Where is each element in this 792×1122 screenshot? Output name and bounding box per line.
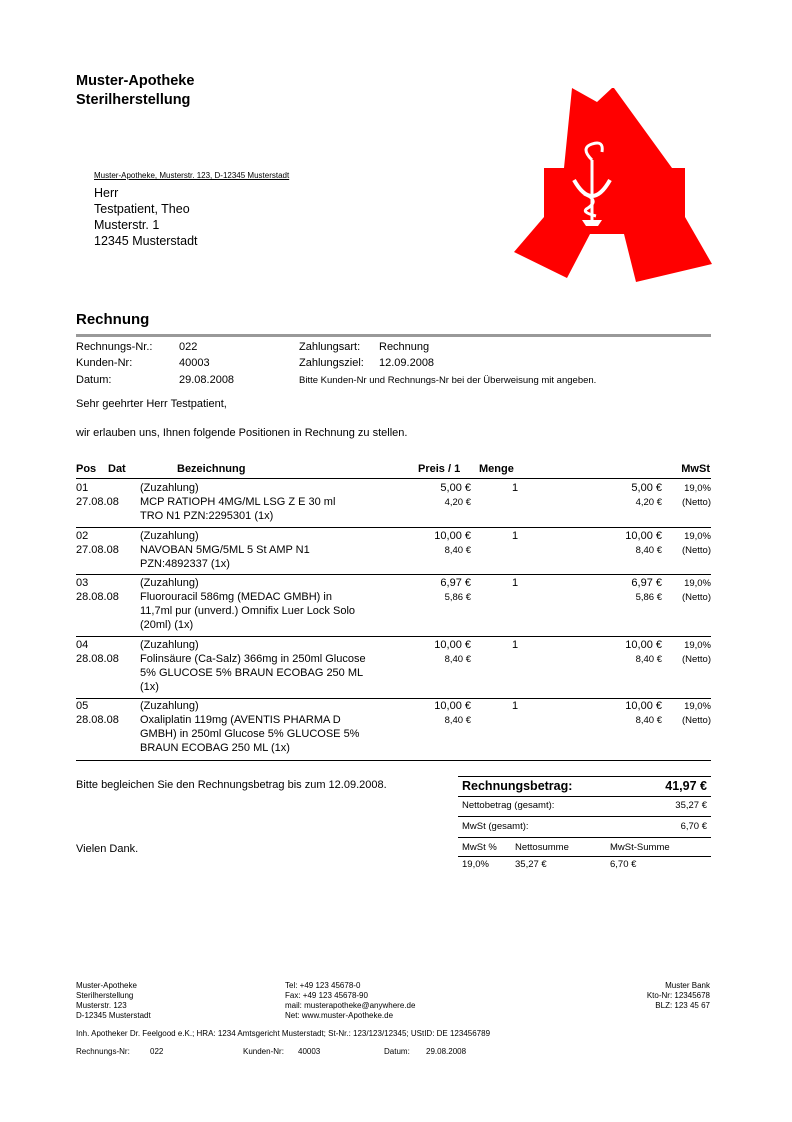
row-divider <box>76 698 711 699</box>
item-pos: 02 <box>76 530 89 542</box>
vat-total-label: MwSt (gesamt): <box>462 821 529 832</box>
item-price: 10,00 € <box>434 639 471 651</box>
recipient-address <box>94 185 198 249</box>
item-total-net: 8,40 € <box>635 715 662 726</box>
datum-value: 29.08.2008 <box>179 374 235 386</box>
item-vat: 19,0% <box>684 640 711 651</box>
vat-table-header: MwSt-Summe <box>610 842 670 853</box>
item-date: 28.08.08 <box>76 714 119 726</box>
item-desc-line: (Zuzahlung) <box>140 530 199 542</box>
item-desc-line: 11,7ml pur (unverd.) Omnifix Luer Lock Solo <box>140 605 355 617</box>
footer-company <box>76 981 151 1021</box>
footer-line: Musterstr. 123 <box>76 1001 127 1010</box>
company-line-1: Muster-Apotheke <box>76 73 195 89</box>
footer-contact <box>285 981 415 1021</box>
total-label: Rechnungsbetrag: <box>462 779 573 793</box>
footer-line: Muster Bank <box>665 981 710 990</box>
item-price-net: 8,40 € <box>444 654 471 665</box>
zahlungsziel-label: Zahlungsziel: <box>299 357 364 369</box>
item-qty: 1 <box>512 700 519 712</box>
item-qty: 1 <box>512 639 519 651</box>
footer-line: Sterilherstellung <box>76 991 134 1000</box>
vat-table-header: Nettosumme <box>515 842 569 853</box>
col-header-dat: Dat <box>108 463 126 475</box>
item-desc-line: Fluorouracil 586mg (MEDAC GMBH) in <box>140 591 332 603</box>
summary-top-line <box>458 776 711 777</box>
item-price: 10,00 € <box>434 700 471 712</box>
item-vat: 19,0% <box>684 578 711 589</box>
page-title: Rechnung <box>76 311 150 328</box>
item-date: 28.08.08 <box>76 591 119 603</box>
item-desc-line: NAVOBAN 5MG/5ML 5 St AMP N1 <box>140 544 310 556</box>
company-line-2: Sterilherstellung <box>76 92 191 108</box>
item-vat-note: (Netto) <box>681 545 711 556</box>
item-qty: 1 <box>512 530 519 542</box>
item-desc-line: TRO N1 PZN:2295301 (1x) <box>140 510 274 522</box>
item-desc-line: (Zuzahlung) <box>140 577 199 589</box>
item-total: 5,00 € <box>631 482 662 494</box>
item-desc-line: (Zuzahlung) <box>140 482 199 494</box>
summary-line <box>458 856 711 857</box>
item-total-net: 8,40 € <box>635 654 662 665</box>
greeting: Sehr geehrter Herr Testpatient, <box>76 398 227 410</box>
vat-table-cell: 6,70 € <box>610 859 637 870</box>
col-header-menge: Menge <box>479 463 514 475</box>
recipient-line: 12345 Musterstadt <box>94 234 198 248</box>
footer-bank <box>560 981 710 1011</box>
footer-line: mail: musterapotheke@anywhere.de <box>285 1001 416 1010</box>
footer-ref-kn-label: Kunden-Nr: <box>243 1047 284 1056</box>
item-vat-note: (Netto) <box>681 592 711 603</box>
item-price-net: 5,86 € <box>444 592 471 603</box>
net-label: Nettobetrag (gesamt): <box>462 800 555 811</box>
item-pos: 01 <box>76 482 89 494</box>
item-price-net: 8,40 € <box>444 545 471 556</box>
vat-table-header: MwSt % <box>462 842 497 853</box>
col-header-preis: Preis / 1 <box>418 463 461 475</box>
table-bottom-divider <box>76 760 711 761</box>
net-value: 35,27 € <box>675 800 707 811</box>
total-value: 41,97 € <box>665 779 707 793</box>
item-vat: 19,0% <box>684 701 711 712</box>
footer-line: Net: www.muster-Apotheke.de <box>285 1011 394 1020</box>
item-total-net: 8,40 € <box>635 545 662 556</box>
footer-line: Kto-Nr: 12345678 <box>646 991 710 1000</box>
item-vat-note: (Netto) <box>681 715 711 726</box>
footer-ref-dat-label: Datum: <box>384 1047 410 1056</box>
summary-line <box>458 816 711 817</box>
recipient-line: Herr <box>94 186 119 200</box>
recipient-line: Musterstr. 1 <box>94 218 160 232</box>
footer-line: D-12345 Musterstadt <box>76 1011 151 1020</box>
item-desc-line: (Zuzahlung) <box>140 639 199 651</box>
row-divider <box>76 574 711 575</box>
apotheke-logo-icon <box>512 72 716 282</box>
footer-ref-kn: 40003 <box>298 1047 321 1056</box>
item-desc-line: GMBH) in 250ml Glucose 5% GLUCOSE 5% <box>140 728 360 740</box>
company-name <box>76 72 194 110</box>
payment-note: Bitte begleichen Sie den Rechnungsbetrag bis zum 12.09.2008. <box>76 779 387 791</box>
thanks-text: Vielen Dank. <box>76 843 139 855</box>
footer-ref-rn: 022 <box>150 1047 164 1056</box>
recipient-line: Testpatient, Theo <box>94 202 190 216</box>
transfer-hint: Bitte Kunden-Nr und Rechnungs-Nr bei der Überweisung mit angeben. <box>299 375 597 386</box>
item-qty: 1 <box>512 577 519 589</box>
zahlungsziel-value: 12.09.2008 <box>379 357 435 369</box>
item-desc-line: BRAUN ECOBAG 250 ML (1x) <box>140 742 290 754</box>
summary-line <box>458 837 711 838</box>
footer-line: Tel: +49 123 45678-0 <box>285 981 361 990</box>
footer-ref-rn-label: Rechnungs-Nr: <box>76 1047 130 1056</box>
item-date: 28.08.08 <box>76 653 119 665</box>
vat-table-cell: 19,0% <box>462 859 489 870</box>
item-desc-line: MCP RATIOPH 4MG/ML LSG Z E 30 ml <box>140 496 336 508</box>
footer-line: Fax: +49 123 45678-90 <box>285 991 368 1000</box>
item-price: 5,00 € <box>440 482 471 494</box>
item-vat-note: (Netto) <box>681 654 711 665</box>
item-date: 27.08.08 <box>76 496 119 508</box>
item-desc-line: Folinsäure (Ca-Salz) 366mg in 250ml Glucose <box>140 653 366 665</box>
item-qty: 1 <box>512 482 519 494</box>
item-total: 6,97 € <box>631 577 662 589</box>
item-date: 27.08.08 <box>76 544 119 556</box>
header-divider <box>76 478 711 479</box>
vat-total-value: 6,70 € <box>680 821 707 832</box>
footer-legal: Inh. Apotheker Dr. Feelgood e.K.; HRA: 1234 Amtsgericht Musterstadt; St-Nr.: 123/123/12345; UStID: DE 123456789 <box>76 1029 491 1038</box>
zahlungsart-label: Zahlungsart: <box>299 341 361 353</box>
item-desc-line: 5% GLUCOSE 5% BRAUN ECOBAG 250 ML <box>140 667 364 679</box>
item-total: 10,00 € <box>625 639 662 651</box>
item-price: 10,00 € <box>434 530 471 542</box>
item-desc-line: (20ml) (1x) <box>140 619 194 631</box>
datum-label: Datum: <box>76 374 112 386</box>
zahlungsart-value: Rechnung <box>379 341 430 353</box>
item-desc-line: PZN:4892337 (1x) <box>140 558 230 570</box>
item-total: 10,00 € <box>625 700 662 712</box>
item-pos: 04 <box>76 639 89 651</box>
intro-text: wir erlauben uns, Ihnen folgende Positionen in Rechnung zu stellen. <box>76 427 408 439</box>
item-desc-line: (Zuzahlung) <box>140 700 199 712</box>
item-desc-line: Oxaliplatin 119mg (AVENTIS PHARMA D <box>140 714 341 726</box>
footer-line: BLZ: 123 45 67 <box>655 1001 710 1010</box>
item-desc-line: (1x) <box>140 681 159 693</box>
item-pos: 05 <box>76 700 89 712</box>
row-divider <box>76 527 711 528</box>
sender-line: Muster-Apotheke, Musterstr. 123, D-12345 Musterstadt <box>94 171 290 180</box>
item-total-net: 4,20 € <box>635 497 662 508</box>
rechnungs-nr-label: Rechnungs-Nr.: <box>76 341 153 353</box>
title-divider <box>76 334 711 337</box>
footer-line: Muster-Apotheke <box>76 981 137 990</box>
col-header-bezeichnung: Bezeichnung <box>177 463 246 475</box>
item-vat-note: (Netto) <box>681 497 711 508</box>
col-header-mwst: MwSt <box>681 463 710 475</box>
item-total: 10,00 € <box>625 530 662 542</box>
kunden-nr-value: 40003 <box>179 357 210 369</box>
col-header-pos: Pos <box>76 463 97 475</box>
item-vat: 19,0% <box>684 483 711 494</box>
row-divider <box>76 636 711 637</box>
rechnungs-nr-value: 022 <box>179 341 198 353</box>
item-price: 6,97 € <box>440 577 471 589</box>
kunden-nr-label: Kunden-Nr: <box>76 357 133 369</box>
vat-table-cell: 35,27 € <box>515 859 547 870</box>
item-pos: 03 <box>76 577 89 589</box>
summary-line <box>458 796 711 797</box>
item-price-net: 4,20 € <box>444 497 471 508</box>
footer-ref-dat: 29.08.2008 <box>426 1047 467 1056</box>
item-vat: 19,0% <box>684 531 711 542</box>
item-price-net: 8,40 € <box>444 715 471 726</box>
item-total-net: 5,86 € <box>635 592 662 603</box>
